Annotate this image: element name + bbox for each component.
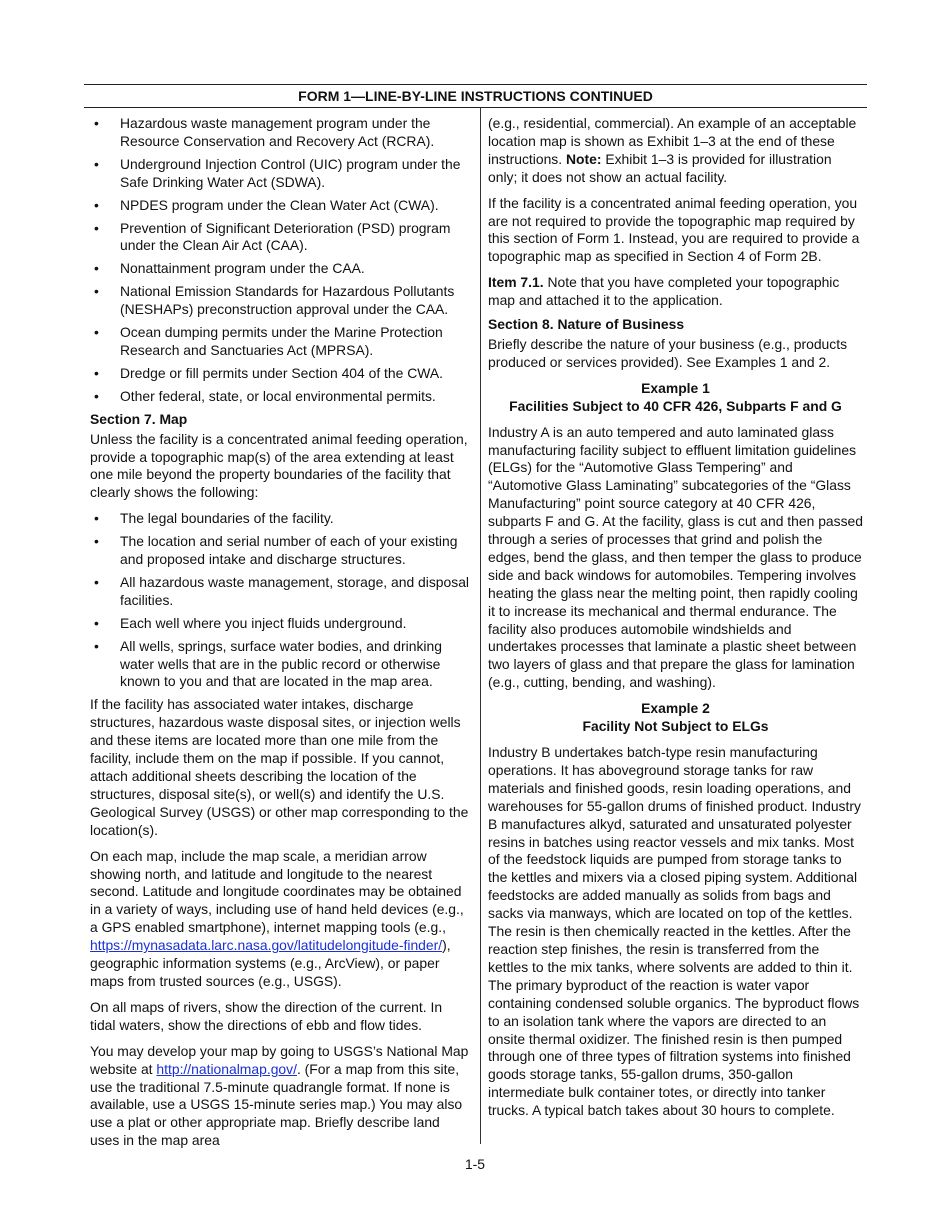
bullet-icon: • — [94, 283, 99, 300]
paragraph-intakes: If the facility has associated water intakes, discharge structures, hazardous waste disposal sites, or injection wells and these items are located more than one mile from the facility, include them on the map if possible. If you cannot, attach additional sheets describing the location of the structures, disposal site(s), or well(s) and identify the U.S. Geological Survey (USGS) or other map corresponding to the location(s). — [90, 696, 469, 838]
example-2-title-block — [488, 700, 863, 736]
bullet-icon: • — [94, 510, 99, 527]
bullet-icon: • — [94, 614, 99, 631]
right-column — [481, 108, 867, 1144]
example-1-title-block — [488, 380, 863, 416]
list-item: • NPDES program under the Clean Water Act (CWA). — [94, 196, 439, 213]
list-item: • The location and serial number of each of your existing and proposed intake and discharge structures. — [94, 533, 458, 568]
example-1-title: Example 1 — [641, 379, 710, 396]
section-8-heading: Section 8. Nature of Business — [488, 316, 685, 333]
bullet-icon: • — [94, 637, 99, 654]
two-column-body — [84, 108, 867, 1149]
bullet-icon: • — [94, 364, 99, 381]
paragraph-item-7-1: Item 7.1. Note that you have completed your topographic map and attached it to the application. — [488, 274, 840, 309]
page-number: 1-5 — [464, 1156, 486, 1172]
paragraph-continued: (e.g., residential, commercial). An example of an acceptable location map is shown as Exhibit 1–3 at the end of these instructions. Note: Exhibit 1–3 is provided for illustration only; it does not show an actual facility. — [488, 115, 857, 185]
bullet-icon: • — [94, 533, 99, 550]
nasa-latlong-link[interactable]: https://mynasadata.larc.nasa.gov/latitudelongitude-finder/ — [90, 937, 443, 954]
list-item: • Dredge or fill permits under Section 404 of the CWA. — [94, 364, 443, 381]
example-2-title: Example 2 — [641, 700, 710, 717]
list-item: • Hazardous waste management program under the Resource Conservation and Recovery Act (RCRA). — [94, 115, 435, 149]
paragraph-usgs: You may develop your map by going to USGS’s National Map website at http://nationalmap.gov/. (For a map from this site, use the traditional 7.5-minute quadrangle format. If none is available, use a USGS 15-minute series map.) You may also use a plat or other appropriate map. Briefly describe land uses in the map area — [90, 1042, 469, 1149]
bullet-icon: • — [94, 260, 99, 277]
example-1-subtitle: Facilities Subject to 40 CFR 426, Subparts F and G — [509, 397, 842, 414]
bullet-icon: • — [94, 196, 99, 213]
section-7-intro: Unless the facility is a concentrated animal feeding operation, provide a topographic map(s) of the area extending at least one mile beyond the property boundaries of the facility that clearly shows the following: — [90, 430, 468, 501]
bullet-icon: • — [94, 219, 99, 236]
list-item: • Prevention of Significant Deterioration (PSD) program under the Clean Air Act (CAA). — [94, 219, 451, 254]
paragraph-rivers: On all maps of rivers, show the direction of the current. In tidal waters, show the directions of ebb and flow tides. — [90, 998, 443, 1033]
paragraph-map-scale: On each map, include the map scale, a meridian arrow showing north, and latitude and longitude to the nearest second. Latitude and longitude coordinates may be obtained in a variety of ways, including use of hand held devices (e.g., a GPS enabled smartphone), internet mapping tools (e.g., https://mynasadata.larc.nasa.gov/latitudelongitude-finder/), geographic information systems (e.g., ArcView), or paper maps from trusted sources (e.g., USGS). — [90, 847, 464, 989]
paragraph-cafo: If the facility is a concentrated animal feeding operation, you are not required to provide the topographic map required by this section of Form 1. Instead, you are required to provide a topographic map as specified in Section 4 of Form 2B. — [488, 194, 860, 265]
bullet-icon: • — [94, 115, 99, 131]
list-item: • Other federal, state, or local environmental permits. — [94, 387, 436, 404]
bullet-icon: • — [94, 387, 99, 404]
list-item: • The legal boundaries of the facility. — [94, 510, 334, 527]
left-column — [84, 108, 480, 1149]
example-2-text: Industry B undertakes batch-type resin manufacturing operations. It has aboveground storage tanks for raw materials and finished goods, resin loading operations, and warehouses for 55-gallon drums of finished product. Industry B manufactures alkyd, saturated and unsaturated polyester resins in batches using reactor vessels and mix tanks. Most of the feedstock liquids are pumped from storage tanks to the kettles and mixers via a closed piping system. Additional feedstocks are added manually as solids from bags and sacks via manways, which are located on top of the kettles. The resin is then chemically reacted in the kettles. After the reaction step finishes, the resin is transferred from the kettles to the mix tanks, where solvents are added to thin it. The primary byproduct of the reaction is water vapor containing condensed soluble organics. The byproduct flows to an isolation tank where the vapors are directed to an onsite thermal oxidizer. The finished resin is then pumped through one of three types of filtration systems into finished goods storage tanks, 55-gallon drums, 350-gallon intermediate bulk container totes, or directly into tanker trucks. A typical batch takes about 30 hours to complete. — [488, 744, 861, 1119]
map-requirements-list — [90, 510, 470, 691]
list-item: • Nonattainment program under the CAA. — [94, 260, 365, 277]
page-header — [84, 84, 867, 108]
example-2-subtitle: Facility Not Subject to ELGs — [582, 718, 769, 735]
national-map-link[interactable]: http://nationalmap.gov/ — [156, 1060, 297, 1077]
section-8-text: Briefly describe the nature of your business (e.g., products produced or services provided). See Examples 1 and 2. — [488, 335, 848, 370]
permit-list — [90, 115, 470, 406]
list-item: • National Emission Standards for Hazardous Pollutants (NESHAPs) preconstruction approval under the CAA. — [94, 283, 455, 318]
example-1-text: Industry A is an auto tempered and auto laminated glass manufacturing facility subject to effluent limitation guidelines (ELGs) for the “Automotive Glass Tempering” and “Automotive Glass Laminating” subcategories of the “Glass Manufacturing” point source category at 40 CFR 426, subparts F and G. At the facility, glass is cut and then passed through a series of processes that grind and polish the edges, bend the glass, and then temper the glass to produce side and back windows for automobiles. Tempering involves heating the glass near the melting point, then rapidly cooling it to increase its mechanical and thermal endurance. The facility also produces automobile windshields and undertakes processes that laminate a plastic sheet between two layers of glass and that prepare the glass for lamination (e.g., cutting, bending, and washing). — [488, 423, 863, 691]
bullet-icon: • — [94, 573, 99, 590]
page-header-title: FORM 1—LINE-BY-LINE INSTRUCTIONS CONTINUED — [298, 88, 653, 104]
list-item: • Ocean dumping permits under the Marine Protection Research and Sanctuaries Act (MPRSA). — [94, 324, 443, 358]
list-item: • All hazardous waste management, storage, and disposal facilities. — [94, 573, 470, 608]
bullet-icon: • — [94, 155, 99, 172]
document-page — [84, 84, 867, 1149]
list-item: • All wells, springs, surface water bodies, and drinking water wells that are in the public record or otherwise known to you and that are located in the map area. — [94, 637, 442, 690]
section-7-heading: Section 7. Map — [90, 410, 188, 427]
list-item: • Underground Injection Control (UIC) program under the Safe Drinking Water Act (SDWA). — [94, 155, 461, 190]
bullet-icon: • — [94, 324, 99, 341]
list-item: • Each well where you inject fluids underground. — [94, 614, 407, 631]
